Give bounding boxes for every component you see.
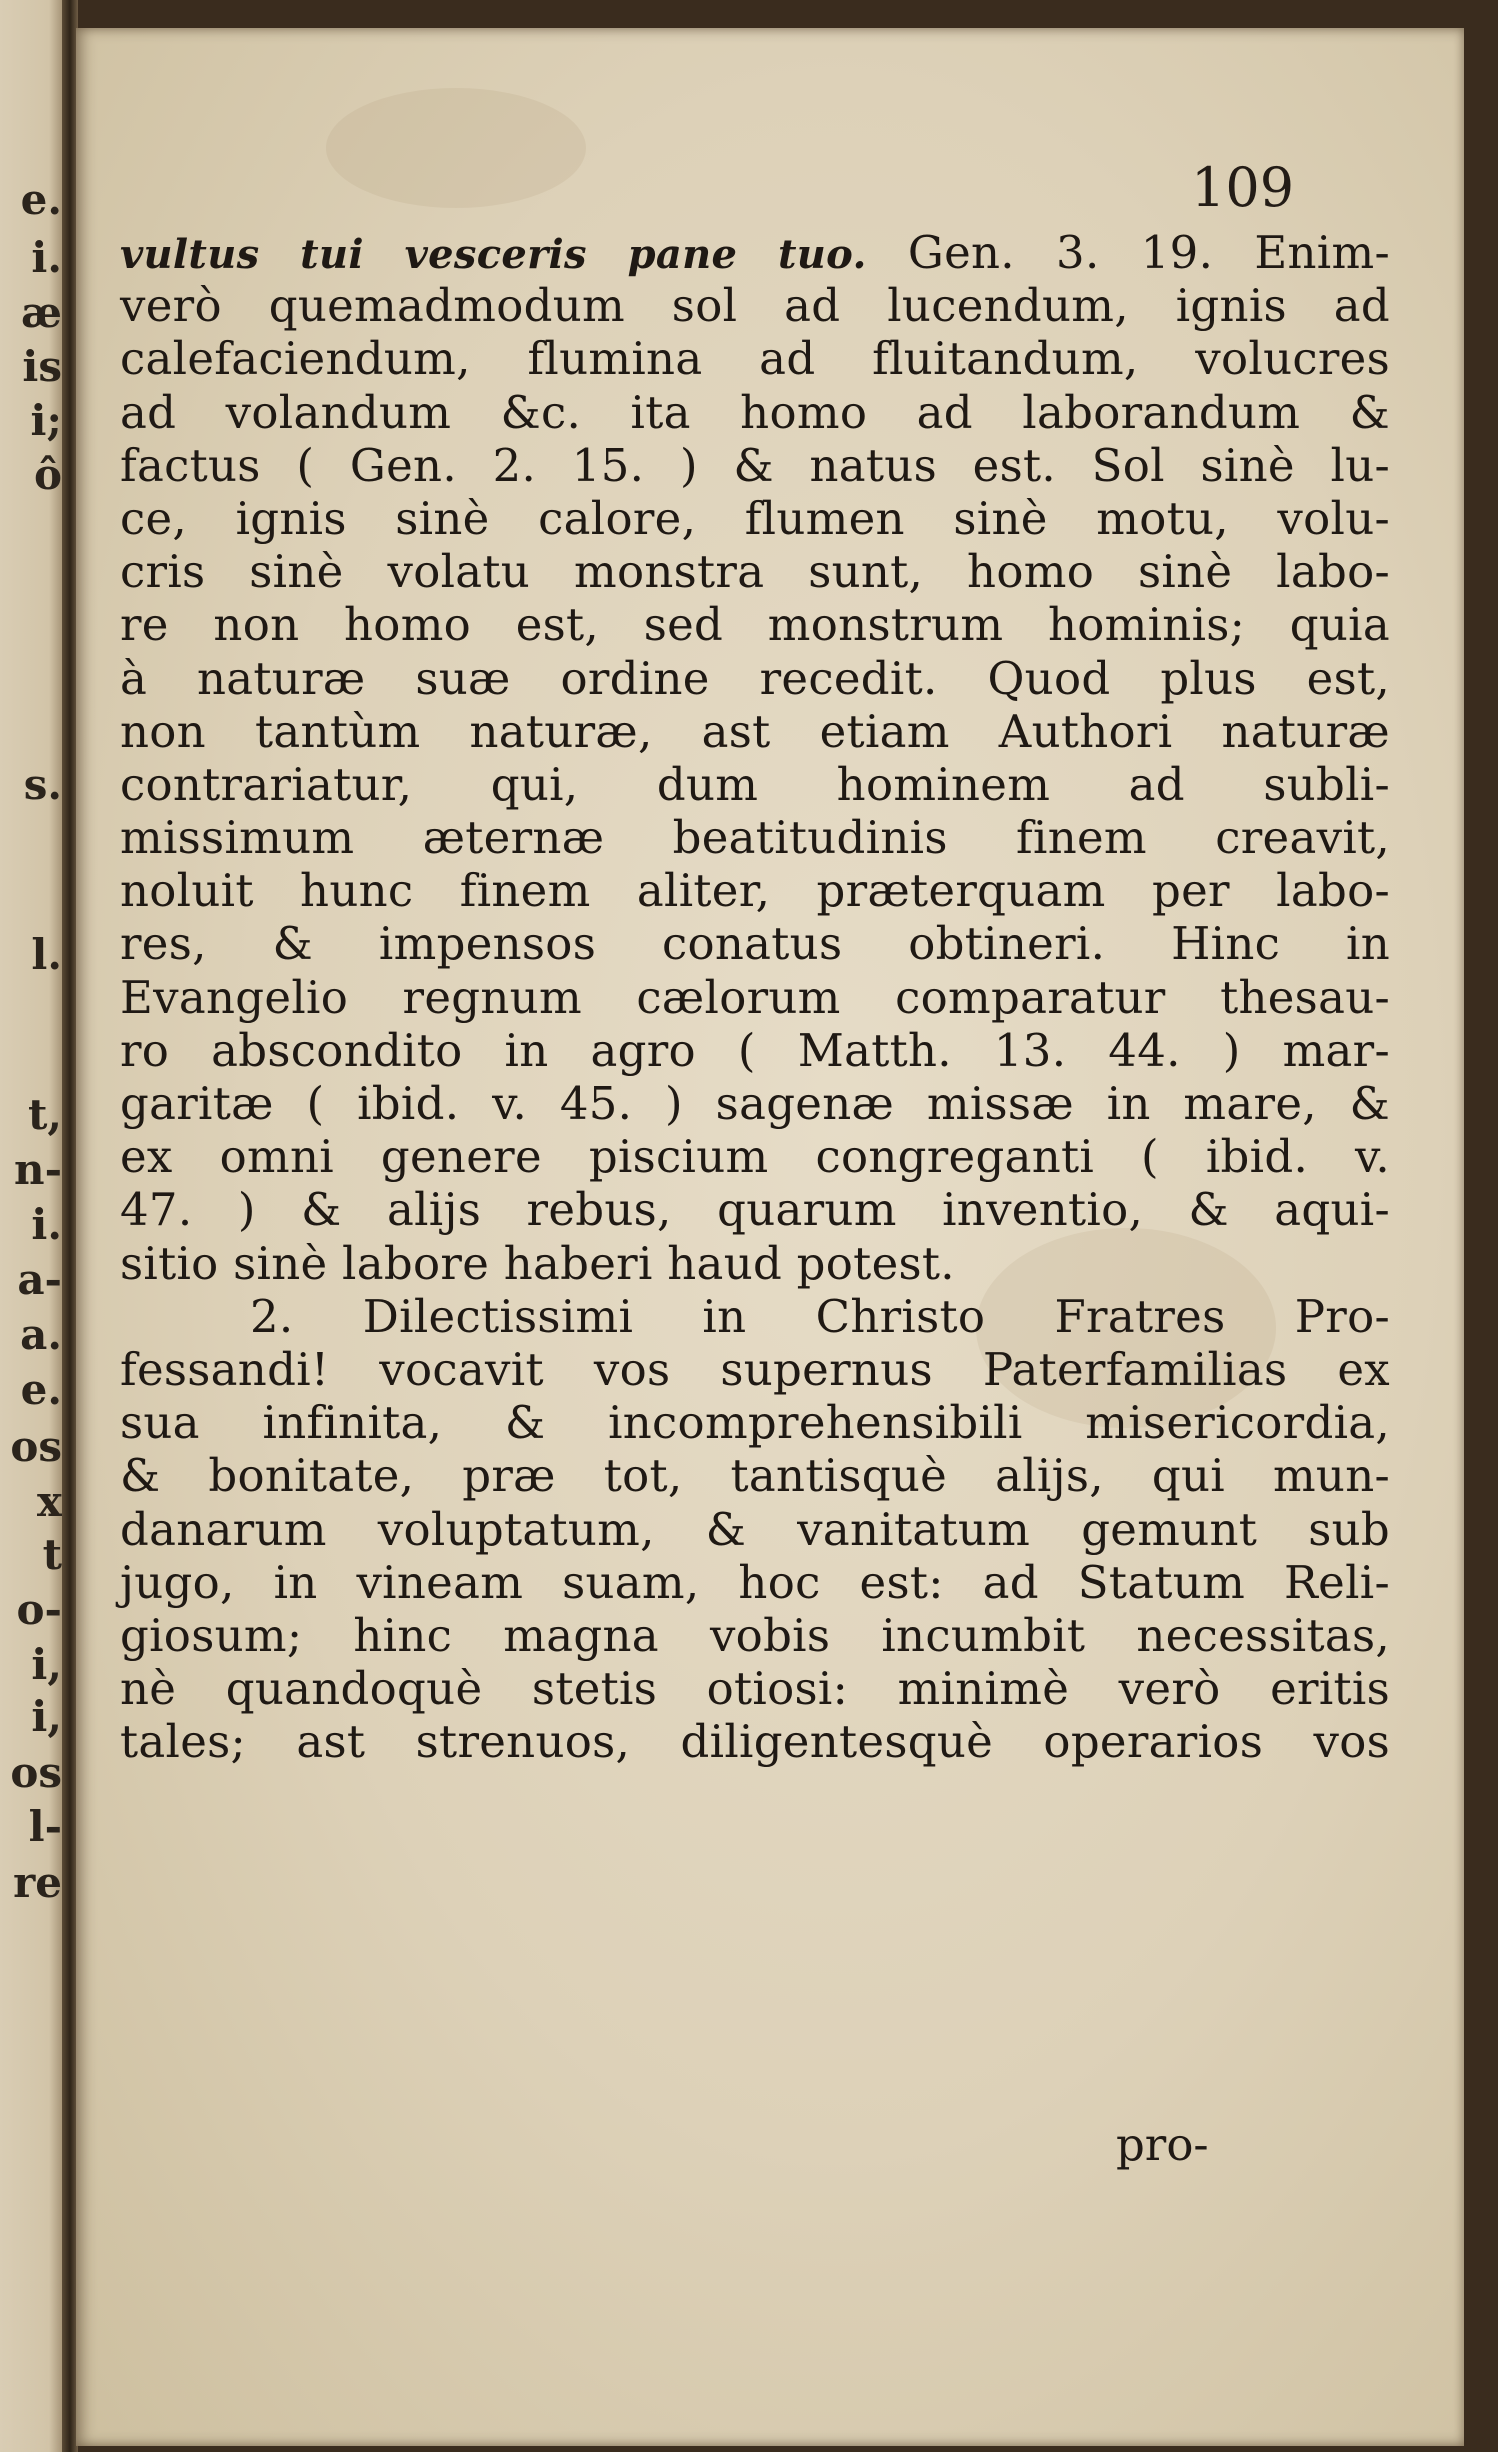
body-text [120,226,1390,1768]
text-line: non tantùm naturæ, ast etiam Authori naturæ [120,704,1390,758]
book-page [76,28,1464,2446]
facing-text-fragment: a. [20,1310,62,1359]
text-line [120,226,1390,279]
text-line: cris sinè volatu monstra sunt, homo sinè labo- [120,545,1390,599]
facing-text-fragment: os [10,1422,62,1471]
facing-text-fragment: ô [33,450,62,499]
page-number: 109 [1191,156,1295,219]
facing-text-fragment: e. [20,1365,62,1414]
text-line: ex omni genere piscium congreganti ( ibid. v. [120,1130,1390,1184]
facing-text-fragment: i; [30,396,62,445]
text-line: giosum; hinc magna vobis incumbit necessitas, [120,1608,1390,1662]
text-line: ro abscondito in agro ( Matth. 13. 44. ) mar- [120,1023,1390,1077]
text-line: sua infinita, & incomprehensibili misericordia, [120,1396,1390,1450]
facing-text-fragment: i. [31,233,62,282]
facing-text-fragment: t, [27,1090,62,1139]
text-line: sitio sinè labore haberi haud potest. [120,1236,955,1290]
text-line: calefaciendum, flumina ad fluitandum, volucres [120,332,1390,386]
text-line: Evangelio regnum cælorum comparatur thesau- [120,970,1390,1024]
facing-page-edge [0,0,70,2452]
text-line: ce, ignis sinè calore, flumen sinè motu, volu- [120,491,1390,545]
text-line: ad volandum &c. ita homo ad laborandum & [120,385,1390,439]
text-line: missimum æternæ beatitudinis finem creavit, [120,811,1390,865]
catchword: pro- [1116,2118,1209,2171]
text-line: noluit hunc finem aliter, præterquam per labo- [120,864,1390,918]
facing-text-fragment: re [13,1858,62,1907]
facing-text-fragment: i, [31,1692,62,1741]
facing-text-fragment: s. [23,760,62,809]
facing-text-fragment: i. [31,1200,62,1249]
paragraph-start-line: 2. Dilectissimi in Christo Fratres Pro- [250,1289,1390,1343]
text-line: res, & impensos conatus obtineri. Hinc in [120,917,1390,971]
text-line: contrariatur, qui, dum hominem ad subli- [120,757,1390,811]
facing-text-fragment: n- [14,1145,62,1194]
facing-text-fragment: x [36,1477,62,1526]
facing-text-fragment: l. [31,930,62,979]
text-line: tales; ast strenuos, diligentesquè operarios vos [120,1715,1390,1769]
text-line: fessandi! vocavit vos supernus Paterfamilias ex [120,1342,1390,1396]
facing-text-fragment: o- [16,1585,62,1634]
facing-text-fragment: æ [21,288,62,337]
facing-text-fragment: a- [17,1255,62,1304]
facing-text-fragment: os [10,1748,62,1797]
text-line: & bonitate, præ tot, tantisquè alijs, qui mun- [120,1449,1390,1503]
facing-text-fragment: l- [28,1802,62,1851]
line-continuation: Gen. 3. 19. Enim- [866,226,1390,279]
text-line: jugo, in vineam suam, hoc est: ad Statum Reli- [120,1555,1390,1609]
text-line: nè quandoquè stetis otiosi: minimè verò eritis [120,1662,1390,1716]
paper-stain [326,88,586,208]
text-line: garitæ ( ibid. v. 45. ) sagenæ missæ in mare, & [120,1077,1390,1130]
facing-text-fragment: t [42,1530,62,1579]
text-line: 47. ) & alijs rebus, quarum inventio, & aqui- [120,1183,1390,1237]
text-line: factus ( Gen. 2. 15. ) & natus est. Sol sinè lu- [120,438,1390,492]
italic-quote: vultus tui vesceris pane tuo. [120,231,867,278]
facing-text-fragment: i, [31,1640,62,1689]
text-line: re non homo est, sed monstrum hominis; quia [120,598,1390,652]
facing-text-fragment: e. [20,175,62,224]
text-line: à naturæ suæ ordine recedit. Quod plus est, [120,651,1390,705]
facing-text-fragment: is [22,342,62,391]
text-line: verò quemadmodum sol ad lucendum, ignis ad [120,279,1390,333]
text-line: danarum voluptatum, & vanitatum gemunt sub [120,1502,1390,1556]
